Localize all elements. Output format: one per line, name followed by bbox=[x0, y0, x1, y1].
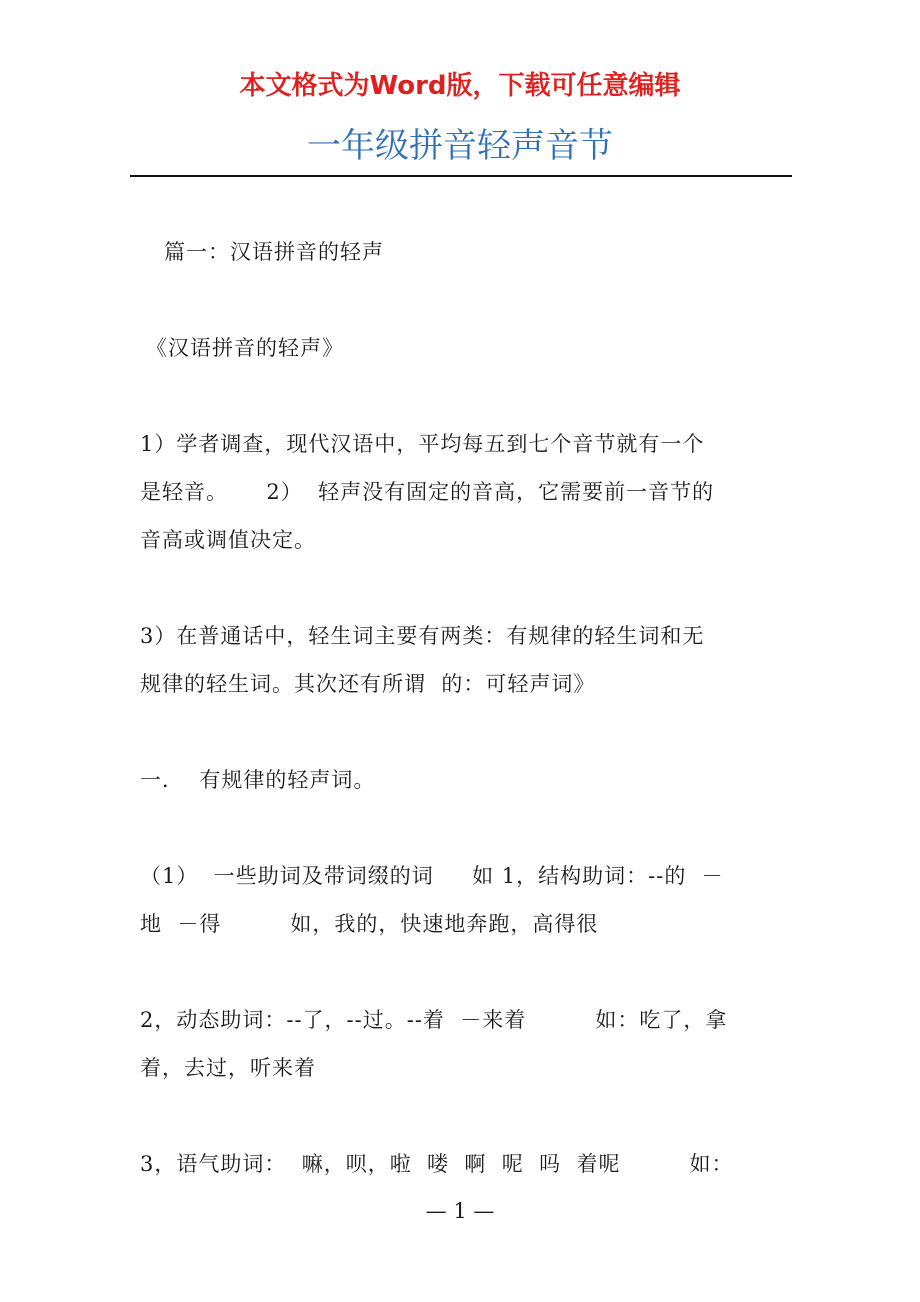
title-divider bbox=[130, 175, 792, 177]
paragraph-line: 1）学者调查，现代汉语中，平均每五到七个音节就有一个 bbox=[140, 432, 705, 456]
paragraph-line: 3，语气助词： 嘛，呗，啦 喽 啊 呢 吗 着呢 如： bbox=[140, 1152, 734, 1176]
book-title-line: 《汉语拼音的轻声》 bbox=[146, 336, 344, 360]
paragraph-line: 2，动态助词：--了，--过。--着 －来着 如：吃了，拿 bbox=[140, 1008, 728, 1032]
paragraph-line: 规律的轻生词。其次还有所谓 的：可轻声词》 bbox=[140, 672, 596, 696]
section-heading: 篇一：汉语拼音的轻声 bbox=[164, 240, 384, 264]
paragraph-line: 音高或调值决定。 bbox=[140, 528, 316, 552]
paragraph-line: 地 －得 如，我的，快速地奔跑，高得很 bbox=[140, 912, 599, 936]
paragraph-line: （1） 一些助词及带词缀的词 如 1，结构助词：--的 － bbox=[140, 864, 724, 888]
paragraph-line: 着，去过，听来着 bbox=[140, 1056, 316, 1080]
page-number: — 1 — bbox=[425, 1199, 495, 1223]
subsection-heading: 一． 有规律的轻声词。 bbox=[140, 768, 376, 792]
paragraph-line: 3）在普通话中，轻生词主要有两类：有规律的轻生词和无 bbox=[140, 624, 705, 648]
paragraph-line: 是轻音。 2） 轻声没有固定的音高，它需要前一音节的 bbox=[140, 480, 715, 504]
format-notice-banner: 本文格式为Word版，下载可任意编辑 bbox=[239, 71, 681, 101]
document-title: 一年级拼音轻声音节 bbox=[307, 126, 613, 166]
